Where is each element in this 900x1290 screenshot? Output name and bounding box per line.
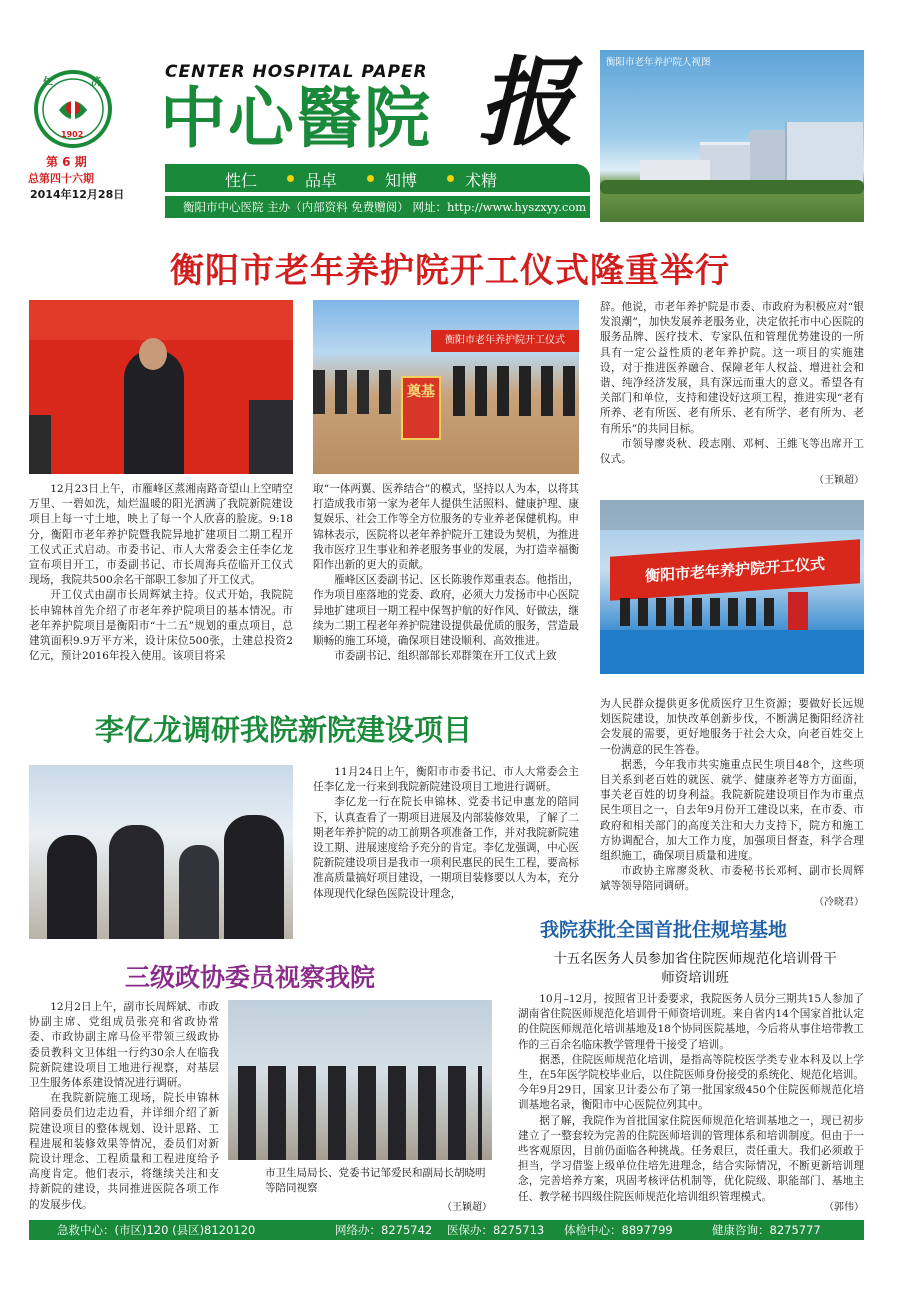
health-consult-phone: 健康咨询：8275777: [712, 1223, 821, 1237]
groundbreaking-photo: [313, 300, 579, 474]
paragraph: 市政协主席廖炎秋、市委秘书长邓柯、副市长周辉斌等领导陪同调研。: [600, 865, 864, 893]
banner: 衡阳市老年养护院开工仪式: [431, 330, 579, 352]
logo-char-right: 济: [91, 77, 101, 88]
person: [179, 845, 219, 939]
foundation-stone: 奠基: [401, 376, 441, 440]
person-head: [139, 338, 167, 370]
paper-title: 中心醫院: [160, 80, 432, 157]
article-headline: 三级政协委员视察我院: [125, 963, 376, 992]
paragraph: 取“一体两翼、医养结合”的模式，坚持以人为本，以将其打造成我市第一家为老年人提供生活照料、健康护理、康复娱乐、社会工作等全方位服务的专业养老保健机构。申锦林表示，医院将以老年养护院开工建设为契机，为推进我市医疗卫生事业和养老服务事业的发展，为打造幸福衡阳作出新的更大的贡献。: [313, 483, 579, 572]
paragraph: 市领导廖炎秋、段志刚、邓柯、王維飞等出席开工仪式。: [600, 437, 864, 466]
motto-bar: [165, 164, 590, 192]
paragraph: 据悉，住院医师规范化培训，是指高等院校医学类专业本科及以上学生，在5年医学院校毕业后，以住院医师身份接受的系统化、规范化培训。今年9月29日，国家卫计委公布了第一批国家级450个住院医师规范化培训基地名录，衡阳市中心医院位列其中。: [518, 1053, 864, 1112]
trees: [600, 180, 864, 194]
person-side: [29, 415, 51, 474]
motto-3: 知博: [385, 171, 418, 190]
person: [109, 825, 164, 939]
person: [47, 835, 97, 939]
photo-caption: 衡阳市老年养护院人视图: [606, 57, 711, 68]
motto-dot: [367, 175, 374, 182]
paragraph: 12月23日上午，市雁峰区蒸湘南路奇望山上空晴空万里、一碧如洗，灿烂温暖的阳光洒满了我院新院建设项目上每一寸土地，映上了每一个人欣喜的脸庞。9:18分，衡阳市老年养护院暨我院异地扩建项目二期工程开工仪式正式启动。市委书记、市人大常委会主任李亿龙宣布项目开工，市委副书记、市长周海兵莅临开工仪式现场，我院共500余名干部职工参加了开工仪式。: [29, 483, 293, 587]
people-row: [238, 1066, 482, 1160]
stage-floor: [600, 630, 864, 674]
paragraph: 雁峰区区委副书记、区长陈骏作郑重表态。他指出，作为项目座落地的党委、政府，必须大力发扬市中心医院异地扩建项目一期工程中保驾护航的好作风、好做法，继续为二期工程老年养护院建设提供最优质的服务，营造最顺畅的施工环境，确保项目建设顺利、高效推进。: [313, 574, 579, 648]
motto-dot: [287, 175, 294, 182]
paragraph: 为人民群众提供更多优质医疗卫生资源；要做好长远规划医院建设，加快改革创新步伐，不断满足衡阳经济社会发展的需要，更好地服务于社会大众，向老百姓交上一份满意的民生答卷。: [600, 698, 864, 756]
article-subheadline: 十五名医务人员参加省住院医师规范化培训骨干师资培训班: [553, 951, 837, 986]
footer-contact-bar: [29, 1220, 864, 1240]
total-issue: 总第四十六期: [28, 172, 94, 185]
paper-title-char: 报: [478, 46, 574, 159]
logo-char-left: 仁: [43, 77, 53, 88]
paragraph: 10月–12月，按照省卫计委要求，我院医务人员分三期共15人参加了湖南省住院医师规范化培训骨干师资培训班。来自省内14个国家首批认定的住院医师规范化培训基地及18个协同医院基地，今后将从事住培带教工作的三百余名临床教学管理骨干接受了培训。: [518, 993, 864, 1051]
photo-caption: 市卫生局局长、党委书记邹爱民和副局长胡晓明等陪同视察: [265, 1167, 486, 1194]
motto-4: 术精: [465, 171, 498, 190]
paragraph: 李亿龙一行在院长申锦林、党委书记申惠龙的陪同下，认真查看了一期项目进展及内部装修效果，了解了二期老年养护院的动工前期各项准备工作，并对我院新院建设工期、进展速度给予充分的肯定。李亿龙强调，中心医院新院建设项目是我市一项利民惠民的民生工程，要高标准高质量搞好项目建设，一期项目装修要以人为本，充分体现现代化绿色医院设计理念，: [313, 796, 579, 900]
backdrop-text: [29, 300, 293, 340]
motto-2: 品卓: [305, 171, 338, 190]
speaker-photo: [29, 300, 293, 474]
article3-column: [29, 1000, 219, 1213]
motto-1: 性仁: [225, 171, 258, 190]
paragraph: 开工仪式由副市长周辉斌主持。仪式开始，我院院长申锦林首先介绍了市老年养护院项目的基本情况。市老年养护院项目是衡阳市“十二五”规划的重点项目，总建筑面积9.9万平方米，设计床位500张，土建总投资2亿元，预计2016年投入使用。该项目将采: [29, 589, 293, 663]
people-row: [620, 598, 780, 626]
article1-column-1: [29, 482, 293, 664]
paragraph: 据了解，我院作为首批国家住院医师规范化培训基地之一，现已初步建立了一整套较为完善的住院医师培训的管理体系和培训制度。但由于一些客观原因，目前仍面临各种挑战。任务艰巨，责任重大。我们必须敢于担当，学习借鉴上级单位住培先进理念，结合实际情况，不断更新培训理念，完善培养方案，巩固考核评估机制等，优化院级、职能部门、基地主任、教学秘书四级住院医师规范化培训组织管理模式。: [518, 1114, 864, 1203]
stage-banner: 衡阳市老年养护院开工仪式: [610, 539, 860, 600]
article-headline: 衡阳市老年养护院开工仪式隆重举行: [170, 251, 730, 291]
building: [750, 130, 790, 185]
paragraph: 市委副书记、组织部部长邓群策在开工仪式上致: [334, 650, 557, 663]
article-headline: 李亿龙调研我院新院建设项目: [95, 713, 473, 747]
inspection-photo: [29, 765, 293, 939]
paragraph: 据悉，今年我市共实施重点民生项目48个，这些项目关系到老百姓的就医、就学、健康养老等方方面面，事关老百姓的切身利益。我院新院建设项目作为市重点民生项目之一，自去年9月份开工建设以来，在市委、市政府和相关部门的高度关注和大力支持下，院方和施工方协调配合，加大工作力度，加强项目督查，科学合理组织施工，确保项目质量和进度。: [600, 758, 864, 863]
rendering-photo: [600, 50, 864, 222]
hospital-logo: [34, 70, 112, 148]
issue-date: 2014年12月28日: [30, 188, 125, 201]
byline: （王颖超）: [814, 475, 864, 487]
byline: （冷晓君）: [814, 896, 864, 908]
ceremony-photo: [600, 500, 864, 674]
article2-column-1: [313, 765, 579, 902]
paragraph: 辞。他说，市老年养护院是市委、市政府为积极应对“银发浪潮”，加快发展养老服务业，决定依托市中心医院的服务品牌、医疗技术、专家队伍和管理优势建设的一所具有一定公益性质的老年养护院。这一项目的实施建设，对于推进医养融合、保障老年人权益、增进社会和谐、纯净经济发展，具有深远而重大的意义。希望各有关部门和单位，支持和建设好这项工程，推进实现“老有所养、老有所医、老有所乐、老有所学、老有所为、老有所乐”的共同目标。: [600, 301, 864, 435]
article2-column-2: [600, 697, 864, 910]
byline: （王颖超）: [442, 1202, 492, 1213]
people-row: [453, 366, 579, 416]
issue-number: 第 6 期: [46, 155, 87, 169]
masthead: [0, 0, 900, 230]
person-side: [249, 400, 293, 474]
tower-crane: [600, 500, 864, 530]
logo-year: 1902: [61, 130, 84, 139]
people-row: [313, 370, 393, 414]
network-office-phone: 网络办：8275742: [335, 1223, 433, 1237]
article1-column-3: [600, 300, 864, 488]
paragraph: 12月2日上午，副市长周辉斌、市政协副主席、党组成员张亮和省政协常委、市政协副主席马俭平带领三级政协委员教科文卫体组一行约30余人在临我院新院建设项目工地进行视察，对基层卫生服务体系建设情况进行调研。: [29, 1001, 219, 1090]
byline: （郭伟）: [824, 1202, 864, 1213]
person: [224, 815, 284, 939]
article1-column-2: [313, 482, 579, 664]
checkup-center-phone: 体检中心：8897799: [564, 1223, 673, 1237]
publisher-line: 衡阳市中心医院 主办（内部资料 免费赠阅） 网址：http://www.hyszxyy.com: [165, 196, 590, 218]
paragraph: 11月24日上午，衡阳市市委书记、市人大常委会主任李亿龙一行来到我院新院建设项目工地进行调研。: [313, 766, 579, 794]
paragraph: 在我院新院施工现场，院长申锦林陪同委员们边走边看，并详细介绍了新院建设项目的整体规划、设计思路、工程进展和装修效果等情况，委员们对新院设计理念、工程质量和工程进度给予高度肯定。他们表示，将继续关注和支持新院的建设，共同推进医院各项工作的发展步伐。: [29, 1092, 219, 1211]
article4-body: [518, 992, 864, 1205]
motto-dot: [447, 175, 454, 182]
site-visit-photo: [228, 1000, 492, 1160]
article-headline: 我院获批全国首批住规培基地: [540, 919, 788, 941]
insurance-office-phone: 医保办：8275713: [447, 1223, 545, 1237]
english-title: CENTER HOSPITAL PAPER: [165, 62, 428, 82]
emergency-phone: 急救中心：(市区)120 (县区)8120120: [57, 1223, 256, 1237]
building: [785, 122, 863, 186]
